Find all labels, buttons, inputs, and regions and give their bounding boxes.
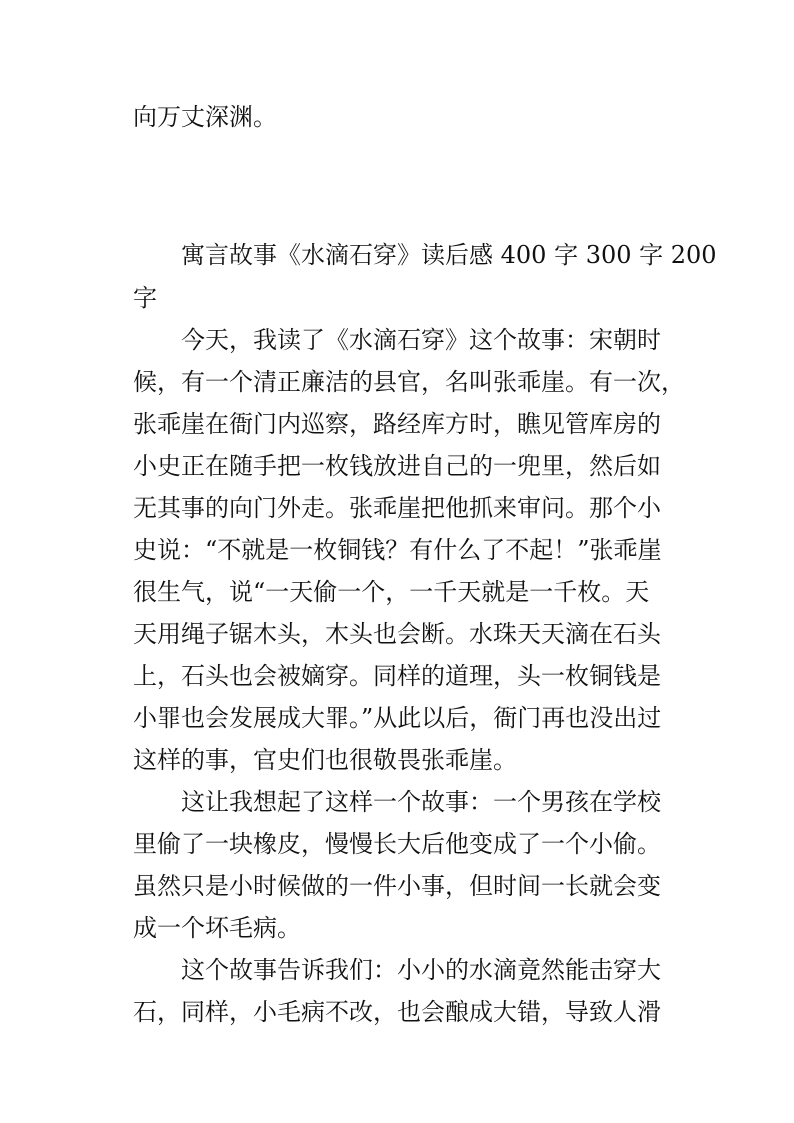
previous-paragraph-tail: 向万丈深渊。 [133, 103, 277, 131]
paragraph-1-line-4: 小史正在随手把一枚钱放进自己的一兜里，然后如 [133, 452, 661, 480]
paragraph-1-line-5: 无其事的向门外走。张乖崖把他抓来审问。那个小 [133, 494, 661, 522]
paragraph-2-line-4: 成一个坏毛病。 [133, 914, 301, 942]
paragraph-1-line-3: 张乖崖在衙门内巡察，路经库方时，瞧见管库房的 [133, 410, 661, 438]
paragraph-1-line-2: 候，有一个清正廉洁的县官，名叫张乖崖。有一次， [133, 368, 685, 396]
essay-title-line-1: 寓言故事《水滴石穿》读后感 400 字 300 字 200 [181, 241, 717, 269]
paragraph-2-line-1: 这让我想起了这样一个故事：一个男孩在学校 [181, 788, 661, 816]
paragraph-3-line-2: 石，同样，小毛病不改，也会酿成大错，导致人滑 [133, 998, 661, 1026]
paragraph-1-line-8: 天用绳子锯木头，木头也会断。水珠天天滴在石头 [133, 620, 661, 648]
paragraph-1-line-9: 上，石头也会被嫡穿。同样的道理，头一枚铜钱是 [133, 662, 661, 690]
paragraph-2-line-3: 虽然只是小时候做的一件小事，但时间一长就会变 [133, 872, 661, 900]
paragraph-1-line-6: 史说：“不就是一枚铜钱？有什么了不起！”张乖崖 [133, 536, 662, 564]
paragraph-1-line-7: 很生气，说“一天偷一个，一千天就是一千枚。天 [133, 578, 650, 606]
paragraph-1-line-11: 这样的事，官史们也很敬畏张乖崖。 [133, 746, 517, 774]
essay-title-line-2: 字 [133, 284, 157, 312]
paragraph-1-line-1: 今天，我读了《水滴石穿》这个故事：宋朝时 [181, 326, 661, 354]
paragraph-3-line-1: 这个故事告诉我们：小小的水滴竟然能击穿大 [181, 956, 661, 984]
paragraph-1-line-10: 小罪也会发展成大罪。”从此以后，衙门再也没出过 [133, 704, 662, 732]
paragraph-2-line-2: 里偷了一块橡皮，慢慢长大后他变成了一个小偷。 [133, 830, 661, 858]
